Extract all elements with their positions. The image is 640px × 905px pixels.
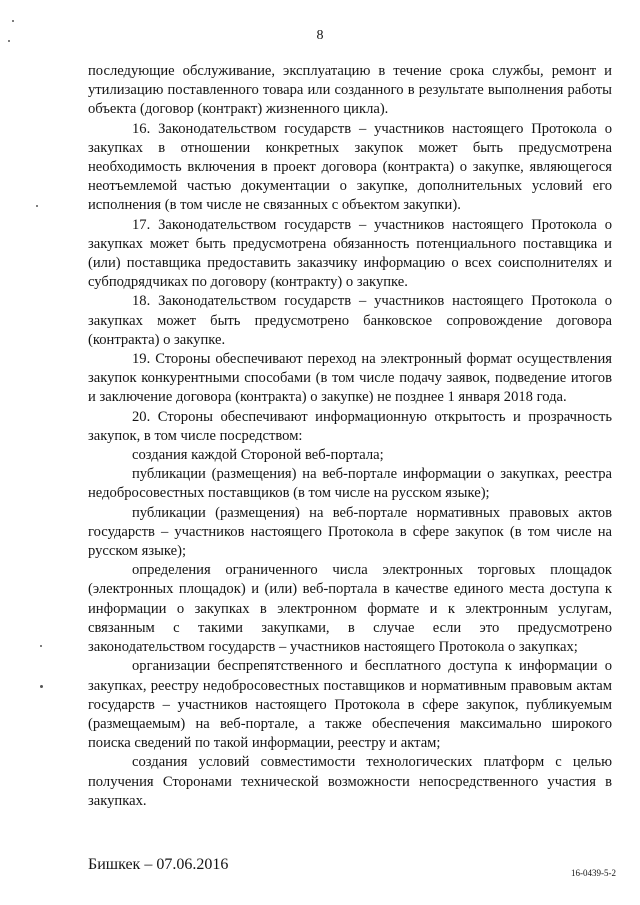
document-body: [88, 62, 612, 811]
page-number: 8: [316, 28, 324, 43]
paragraph: создания каждой Стороной веб-портала;: [132, 447, 384, 464]
scan-speck: [12, 20, 14, 22]
paragraph: 16. Законодательством государств – участников настоящего Протокола о закупках в отношении конкретных закупок может быть предусмотрена необходимость включения в проект договора (контракта) о закупке, являющегося неотъемлемой частью документации о закупке, дополнительных условий его исполнения (в том числе не связанных с объектом закупки).: [88, 120, 612, 214]
paragraph: 19. Стороны обеспечивают переход на электронный формат осуществления закупок конкурентными способами (в том числе подачу заявок, подведение итогов и заключение договора (контракта) о закупке) не позднее 1 января 2018 года.: [88, 351, 612, 406]
paragraph: последующие обслуживание, эксплуатацию в течение срока службы, ремонт и утилизацию поставленного товара или созданного в результате выполнения работы объекта (договор (контракт) жизненного цикла).: [88, 63, 612, 118]
paragraph: организации беспрепятственного и бесплатного доступа к информации о закупках, реестру недобросовестных поставщиков и нормативным правовым актам государств – участников настоящего Протокола в сфере закупок, публикуемым (размещаемым) на веб-портале, а также обеспечения максимально широкого поиска сведений по такой информации, реестру и актам;: [88, 658, 612, 752]
paragraph: публикации (размещения) на веб-портале информации о закупках, реестра недобросовестных поставщиков (в том числе на русском языке);: [88, 466, 612, 502]
footer-document-code: 16-0439-5-2: [571, 868, 616, 878]
scan-speck: [40, 685, 43, 688]
footer-place-date: Бишкек – 07.06.2016: [88, 856, 229, 873]
paragraph: определения ограниченного числа электронных торговых площадок (электронных площадок) и (или) веб-портала в качестве единого места доступа к информации о закупках в электронном формате и к электронным услугам, связанным с такими закупками, в случае если это предусмотрено законодательством государств – участников настоящего Протокола о закупках;: [88, 562, 612, 656]
scan-speck: [40, 645, 42, 647]
paragraph: создания условий совместимости технологических платформ с целью получения Сторонами технической возможности непосредственного участия в закупках.: [88, 754, 612, 809]
paragraph: 17. Законодательством государств – участников настоящего Протокола о закупках может быть предусмотрена обязанность потенциального поставщика и (или) поставщика предоставить заказчику информацию о всех соисполнителях и субподрядчиках по договору (контракту) о закупке.: [88, 216, 612, 291]
paragraph: 18. Законодательством государств – участников настоящего Протокола о закупках может быть предусмотрено банковское сопровождение договора (контракта) о закупке.: [88, 293, 612, 348]
paragraph: 20. Стороны обеспечивают информационную открытость и прозрачность закупок, в том числе посредством:: [88, 408, 612, 444]
scan-speck: [36, 205, 38, 207]
scan-speck: [8, 40, 10, 42]
paragraph: публикации (размещения) на веб-портале нормативных правовых актов государств – участников настоящего Протокола в сфере закупок (в том числе на русском языке);: [88, 504, 612, 560]
